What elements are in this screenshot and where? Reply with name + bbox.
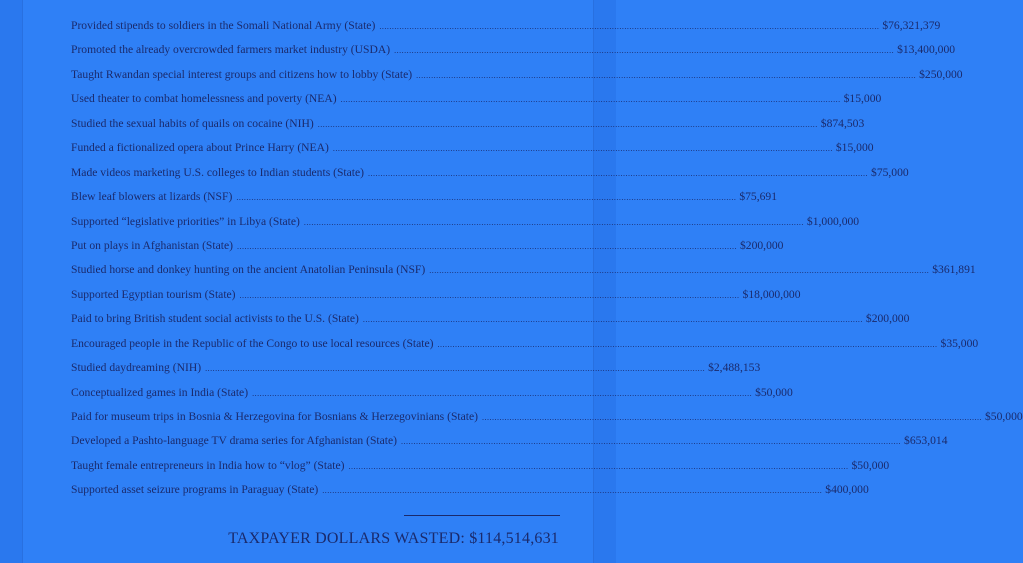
item-description: Provided stipends to soldiers in the Somali National Army (State): [71, 19, 376, 32]
item-amount: $361,891: [932, 263, 976, 277]
dot-leader: ........................................................................................................................................................................................................: [340, 95, 841, 105]
item-description: Paid to bring British student social activists to the U.S. (State): [71, 312, 359, 326]
item-amount: $76,321,379: [882, 19, 941, 32]
item-amount: $50,000: [985, 410, 1023, 423]
dot-leader: ........................................................................................................................................................................................................: [401, 437, 902, 447]
total-divider: [404, 515, 560, 516]
list-item: [71, 381, 793, 405]
item-description: Conceptualized games in India (State): [71, 385, 249, 399]
item-amount: $874,503: [820, 116, 865, 130]
dot-leader: ........................................................................................................................................................................................................: [317, 119, 818, 129]
total-line: [228, 530, 559, 548]
list-item: [71, 429, 948, 453]
list-item: [71, 112, 865, 136]
item-amount: $200,000: [739, 238, 784, 252]
item-amount: $50,000: [755, 385, 793, 399]
item-amount: $250,000: [919, 67, 963, 81]
dot-leader: ........................................................................................................................................................................................................: [348, 461, 849, 471]
waste-list: [71, 14, 1023, 503]
item-description: Studied horse and donkey hunting on the ancient Anatolian Peninsula (NSF): [71, 263, 426, 277]
list-item: [71, 234, 784, 258]
list-item: [71, 63, 963, 87]
dot-leader: ........................................................................................................................................................................................................: [362, 315, 863, 325]
list-item: [71, 87, 882, 111]
dot-leader: ........................................................................................................................................................................................................: [252, 388, 753, 398]
dot-leader: ........................................................................................................................................................................................................: [368, 168, 869, 178]
item-description: Blew leaf blowers at lizards (NSF): [71, 190, 233, 204]
list-item: [71, 356, 761, 380]
item-description: Taught Rwandan special interest groups and citizens how to lobby (State): [71, 67, 413, 81]
list-item: [71, 332, 979, 356]
dot-leader: ........................................................................................................................................................................................................: [303, 217, 804, 227]
item-amount: $15,000: [843, 92, 882, 106]
list-item: [71, 307, 910, 331]
list-item: [71, 478, 869, 502]
dot-leader: ........................................................................................................................................................................................................: [437, 339, 938, 349]
item-description: Paid for museum trips in Bosnia & Herzegovina for Bosnians & Herzegovinians (State): [71, 410, 478, 423]
dot-leader: ........................................................................................................................................................................................................: [416, 70, 917, 80]
dot-leader: ........................................................................................................................................................................................................: [429, 266, 930, 276]
item-description: Used theater to combat homelessness and poverty (NEA): [71, 92, 337, 106]
item-amount: $13,400,000: [897, 43, 956, 57]
item-description: Encouraged people in the Republic of the Congo to use local resources (State): [71, 336, 434, 350]
item-description: Supported Egyptian tourism (State): [71, 287, 236, 301]
item-amount: $35,000: [940, 336, 979, 350]
list-item: [71, 185, 777, 209]
item-description: Taught female entrepreneurs in India how to “vlog” (State): [71, 458, 345, 472]
total-amount: $114,514,631: [469, 530, 559, 547]
item-description: Promoted the already overcrowded farmers market industry (USDA): [71, 43, 391, 57]
list-item: [71, 38, 956, 62]
item-amount: $653,014: [904, 434, 948, 448]
item-amount: $75,000: [871, 165, 909, 179]
dot-leader: ........................................................................................................................................................................................................: [332, 144, 833, 154]
item-amount: $2,488,153: [708, 361, 761, 375]
list-item: [71, 454, 890, 478]
list-item: [71, 161, 909, 185]
dot-leader: ........................................................................................................................................................................................................: [379, 22, 880, 31]
list-item: [71, 283, 801, 307]
total-label: TAXPAYER DOLLARS WASTED:: [228, 530, 465, 547]
item-description: Made videos marketing U.S. colleges to Indian students (State): [71, 165, 365, 179]
item-amount: $50,000: [851, 458, 890, 472]
dot-leader: ........................................................................................................................................................................................................: [236, 241, 737, 251]
dot-leader: ........................................................................................................................................................................................................: [205, 364, 706, 374]
item-description: Put on plays in Afghanistan (State): [71, 238, 233, 252]
list-item: [71, 405, 1023, 429]
dot-leader: ........................................................................................................................................................................................................: [482, 413, 982, 422]
dot-leader: ........................................................................................................................................................................................................: [322, 486, 823, 496]
item-amount: $75,691: [739, 190, 777, 204]
dot-leader: ........................................................................................................................................................................................................: [236, 193, 737, 203]
dot-leader: ........................................................................................................................................................................................................: [394, 46, 895, 56]
item-amount: $200,000: [865, 312, 910, 326]
list-item: [71, 258, 976, 282]
item-description: Studied the sexual habits of quails on cocaine (NIH): [71, 116, 314, 130]
page-edge-left: [0, 0, 23, 563]
item-amount: $1,000,000: [806, 214, 860, 228]
item-description: Supported “legislative priorities” in Libya (State): [71, 214, 300, 228]
item-amount: $15,000: [835, 141, 874, 155]
item-description: Developed a Pashto-language TV drama series for Afghanistan (State): [71, 434, 398, 448]
list-item: [71, 136, 874, 160]
list-item: [71, 210, 860, 234]
item-amount: $400,000: [825, 483, 869, 497]
dot-leader: ........................................................................................................................................................................................................: [239, 290, 740, 300]
item-description: Studied daydreaming (NIH): [71, 361, 202, 375]
item-amount: $18,000,000: [742, 287, 801, 301]
item-description: Supported asset seizure programs in Paraguay (State): [71, 483, 319, 497]
item-description: Funded a fictionalized opera about Prince Harry (NEA): [71, 141, 329, 155]
list-item: [71, 14, 941, 38]
